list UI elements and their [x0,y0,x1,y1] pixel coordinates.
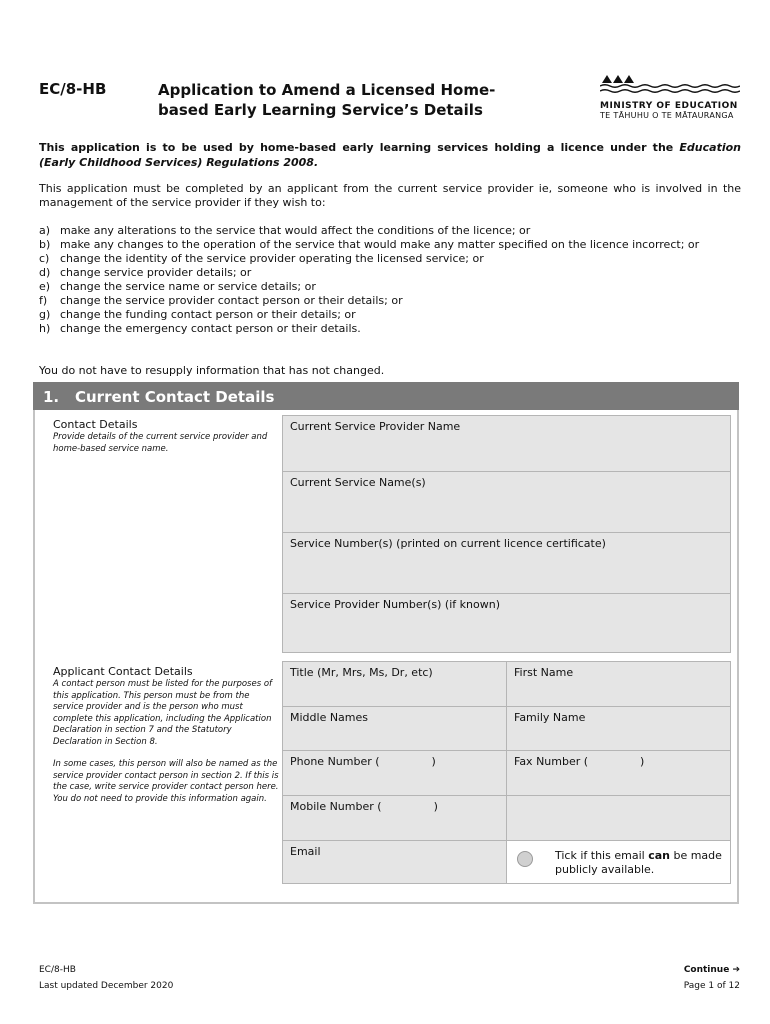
applicant-note-2: In some cases, this person will also be named as the service provider contact person in section 2. If this is the case, write service provider contact person here. You do not need to provide this information again. [53,759,279,804]
applicant-row-middle [283,707,730,751]
ministry-logo [600,72,740,120]
contact-details-label-block [53,418,268,455]
applicant-row-email [283,841,730,883]
section-title: Current Contact Details [75,388,275,406]
section-1-header [33,382,739,410]
applicant-fields [282,661,731,884]
footer-form-code: EC/8-HB [39,965,76,975]
conditions-list [39,224,741,336]
public-email-option [507,841,730,883]
applicant-row-name [283,662,730,707]
applicant-row-phone [283,751,730,796]
list-item: f) change the service provider contact person or their details; or [39,294,403,307]
intro-paragraph: This application must be completed by an applicant from the current service provider ie, someone who is involved in the management of the service provider if they wish to: [39,182,741,209]
continue-link[interactable]: Continue ➔ [683,965,740,975]
applicant-label: Applicant Contact Details [53,665,193,678]
applicant-row-mobile [283,796,730,841]
list-item: b) make any changes to the operation of the service that would make any matter specified on the licence incorrect; or [39,238,700,251]
resupply-note: You do not have to resupply information that has not changed. [39,364,385,377]
form-title [158,80,538,120]
intro-statement-text: This application is to be used by home-based early learning services holding a licence under the [39,141,680,154]
list-item: a) make any alterations to the service that would affect the conditions of the licence; or [39,224,531,237]
public-email-label: Tick if this email can be made publicly available. [555,849,722,876]
applicant-label-block [53,665,281,805]
list-item: h) change the emergency contact person or their details. [39,322,361,335]
first-name-field[interactable]: First Name [507,662,730,706]
family-name-field[interactable]: Family Name [507,707,730,750]
form-title-line2: based Early Learning Service’s Details [158,101,483,119]
middle-names-field[interactable]: Middle Names [283,707,507,750]
mountains-icon [600,72,740,94]
page-number: Page 1 of 12 [683,981,740,991]
list-item: e) change the service name or service details; or [39,280,316,293]
public-email-radio[interactable] [517,851,533,867]
fax-number-field[interactable]: Fax Number ( ) [507,751,730,795]
contact-details-label: Contact Details [53,418,138,431]
service-provider-name-field[interactable]: Current Service Provider Name [283,416,730,472]
footer-right [600,962,740,994]
phone-number-field[interactable]: Phone Number ( ) [283,751,507,795]
title-field[interactable]: Title (Mr, Mrs, Ms, Dr, etc) [283,662,507,706]
service-provider-number-field[interactable]: Service Provider Number(s) (if known) [283,594,730,652]
logo-text-english: MINISTRY OF EDUCATION [600,101,738,111]
section-number: 1. [43,388,60,406]
form-title-line1: Application to Amend a Licensed Home- [158,81,496,99]
list-item: c) change the identity of the service provider operating the licensed service; or [39,252,484,265]
mobile-number-field[interactable]: Mobile Number ( ) [283,796,507,840]
footer-left [39,962,173,994]
list-item: d) change service provider details; or [39,266,252,279]
intro-regulation: Education (Early Childhood Services) Regulations 2008. [39,141,741,169]
service-name-field[interactable]: Current Service Name(s) [283,472,730,533]
contact-details-note: Provide details of the current service provider and home-based service name. [53,432,268,454]
footer-updated: Last updated December 2020 [39,981,174,991]
applicant-note-1: A contact person must be listed for the purposes of this application. This person must be from the service provider and is the person who must complete this application, including the Application Declaration in section 7 and the Statutory Declaration in Section 8. [53,679,273,747]
list-item: g) change the funding contact person or their details; or [39,308,356,321]
service-number-field[interactable]: Service Number(s) (printed on current licence certificate) [283,533,730,594]
logo-text-maori: TE TĀHUHU O TE MĀTAURANGA [600,111,734,120]
contact-details-fields [282,415,731,653]
email-field[interactable]: Email [283,841,507,883]
mobile-row-blank [507,796,730,840]
intro-statement [39,140,741,170]
form-code: EC/8-HB [39,80,107,98]
